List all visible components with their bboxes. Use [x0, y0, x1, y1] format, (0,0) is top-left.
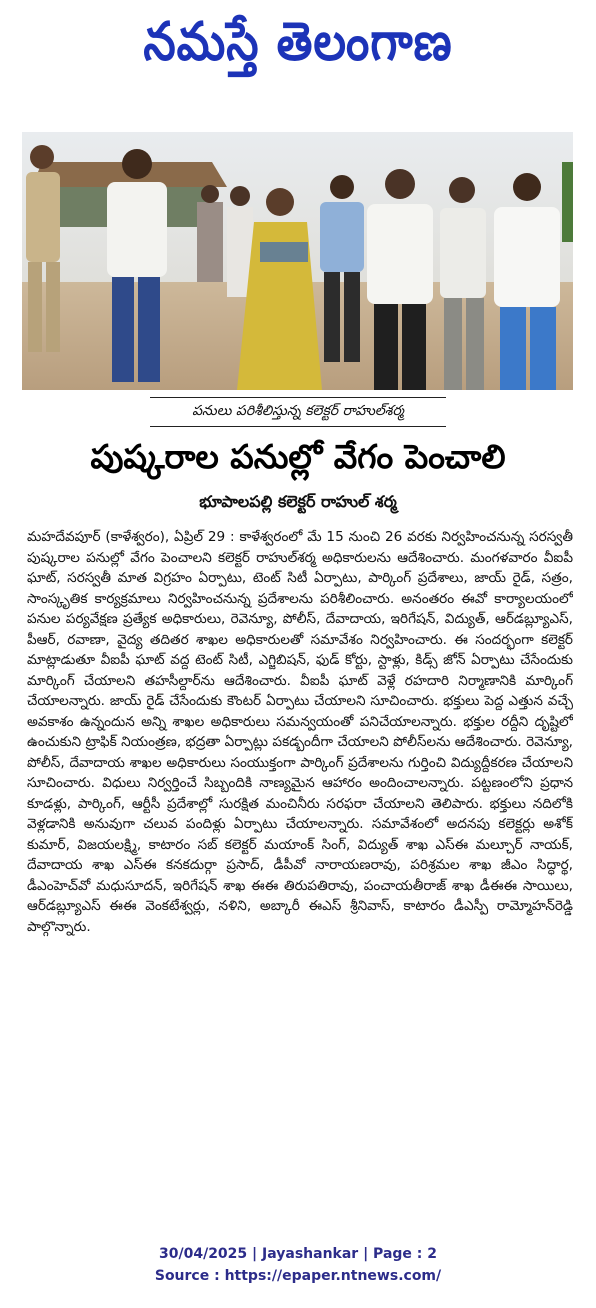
headline: పుష్కరాల పనుల్లో వేగం పెంచాలి — [90, 436, 506, 476]
news-photo — [22, 132, 573, 390]
photo-illustration — [22, 132, 573, 390]
footer-source: Source : https://epaper.ntnews.com/ — [154, 1268, 442, 1284]
subheadline: భూపాలపల్లి కలెక్టర్ రాహుల్ శర్మ — [199, 491, 397, 511]
footer-date-edition: 30/04/2025 | Jayashankar | Page : 2 — [159, 1246, 437, 1262]
page-footer — [0, 1243, 596, 1289]
article-body: మహదేవపూర్ (కాళేశ్వరం), ఏప్రిల్ 29 : కాళేశ్వరంలో మే 15 నుంచి 26 వరకు నిర్వహించనున్న సరస్వతీ పుష్కరాల పనుల్లో వేగం పెంచాలని కలెక్టర్ రాహుల్‌శర్మ అధికారులను ఆదేశించారు. మంగళవారం వీఐపీ ఘాట్, సరస్వతీ మాత విగ్రహం ఏర్పాటు, టెంట్ సిటీ ఏర్పాటు, పార్కింగ్ ప్రదేశాలు, జాయ్ రైడ్, సత్రం, సాంస్కృతిక కార్యక్రమాలు నిర్వహించనున్న ప్రదేశాలను పరిశీలించారు. అనంతరం ఈవో కార్యాలయంలో పనుల పర్యవేక్షణ ప్రత్యేక అధికారులు, రెవెన్యూ, పోలీస్, దేవాదాయ, ఇరిగేషన్, విద్యుత్, ఆర్‌డబ్ల్యూఎస్, పీఆర్, రవాణా, వైద్య తదితర శాఖల అధికారులతో సమావేశం నిర్వహించారు. ఈ సందర్భంగా కలెక్టర్ మాట్లాడుతూ వీఐపీ ఘాట్ వద్ద టెంట్ సిటీ, ఎగ్జిబిషన్, ఫుడ్ కోర్టు, స్టాళ్లు, కిడ్స్ జోన్ ఏర్పాటు చేసేందుకు మార్కింగ్ చేయాలని తహసీల్దార్‌ను ఆదేశించారు. వీఐపీ ఘాట్ వెళ్లే రహదారి నిర్మాణానికి మార్కింగ్ చేయాలన్నారు. జాయ్ రైడ్ చేసేందుకు కౌంటర్ ఏర్పాటు చేయాలని సూచించారు. భక్తులు పెద్ద ఎత్తున వచ్చే అవకాశం ఉన్నందున అన్ని శాఖల అధికారులు సమన్వయంతో పనిచేయాలన్నారు. భక్తుల రద్దీని దృష్టిలో ఉంచుకుని ట్రాఫిక్ నియంత్రణ, భద్రతా ఏర్పాట్లు పకడ్బందీగా చేయాలని పోలీస్‌లను ఆదేశించారు. రెవెన్యూ, పోలీస్, దేవాదాయ శాఖల అధికారులు సంయుక్తంగా పార్కింగ్ ప్రదేశాలను గుర్తించి విద్యుద్దీకరణ చేయాలని సూచించారు. విధులు నిర్వర్తించే సిబ్బందికి నాణ్యమైన ఆహారం అందించాలన్నారు. పట్టణంలోని ప్రధాన కూడళ్లు, పార్కింగ్, ఆర్టీసీ ప్రదేశాల్లో సురక్షిత మంచినీరు సరఫరా చేయాలని తెలిపారు. భక్తులు నదిలోకి వెళ్లడానికి అనువుగా చలువ పందిళ్లు ఏర్పాటు చేయాలన్నారు. సమావేశంలో అదనపు కలెక్టర్లు అశోక్ కుమార్, విజయలక్ష్మి, కాటారం సబ్ కలెక్టర్ మయాంక్ సింగ్, విద్యుత్ శాఖ ఎస్ఈ మల్చూర్ నాయక్, దేవాదాయ శాఖ ఎస్ఈ కనకదుర్గా ప్రసాద్, డీపీవో నారాయణరావు, పరిశ్రమల శాఖ జీఎం సిద్ధార్థ, డీఎంహెచ్‌వో మధుసూదన్, ఇరిగేషన్ శాఖ ఈఈ తిరుపతిరావు, పంచాయతీరాజ్ శాఖ డీఈఈ సాయిలు, ఆర్‌డబ్ల్యూఎస్ ఈఈ వెంకటేశ్వర్లు, నళిని, అబ్కారీ ఈఎస్ శ్రీనివాస్, కాటారం డీఎస్పీ రామ్మోహన్‌రెడ్డి పాల్గొన్నారు. — [27, 529, 573, 935]
photo-caption: పనులు పరిశీలిస్తున్న కలెక్టర్ రాహుల్‌శర్మ — [150, 397, 446, 427]
masthead-title: నమస్తే తెలంగాణ — [143, 9, 453, 73]
newspaper-masthead — [0, 0, 596, 82]
